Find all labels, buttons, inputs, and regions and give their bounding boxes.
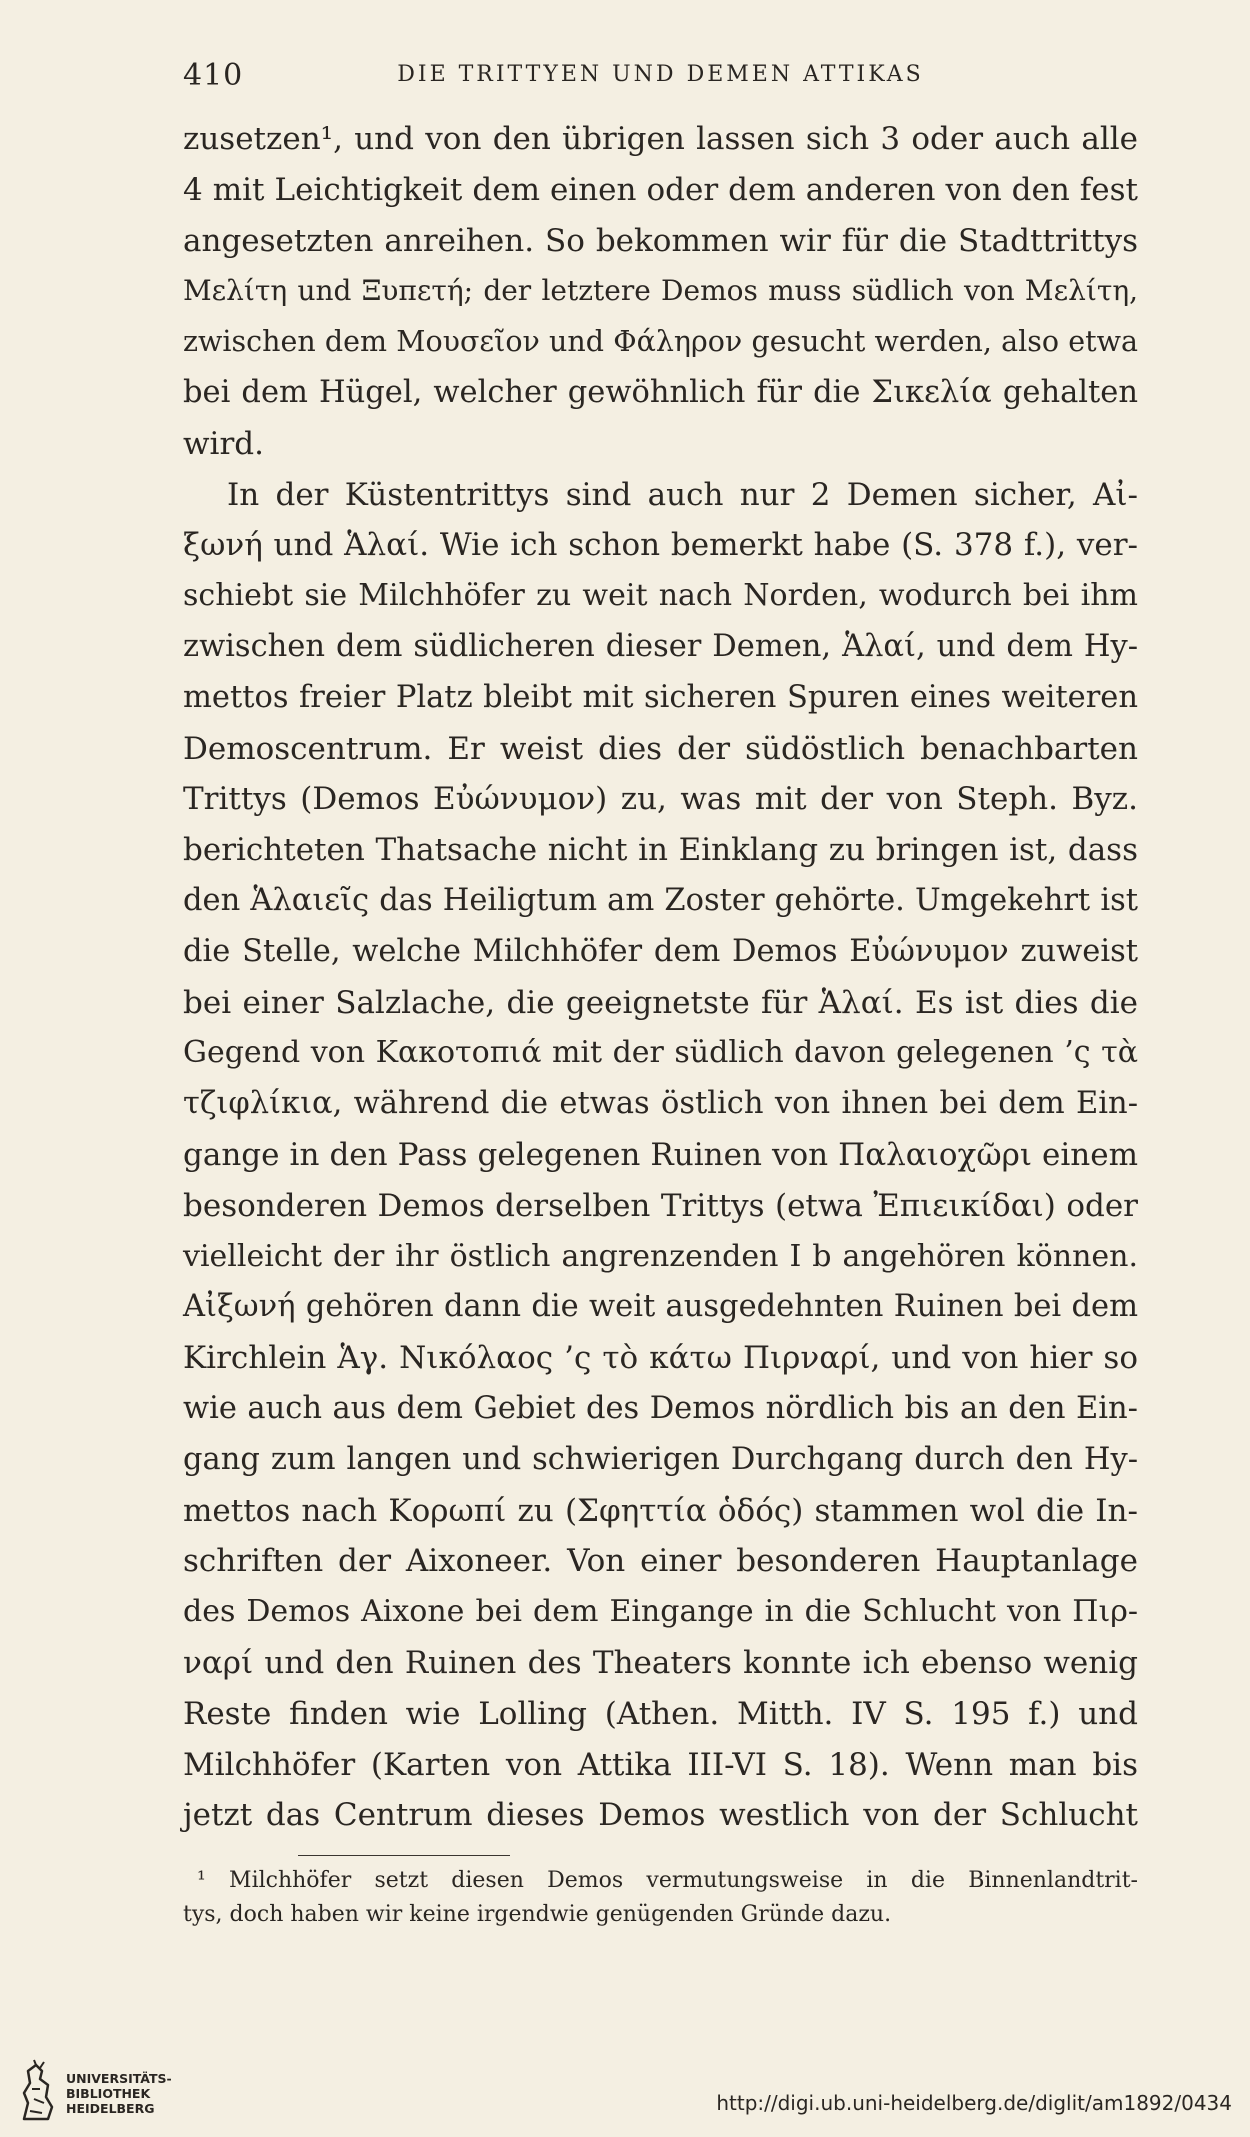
text-line: die Stelle, welche Milchhöfer dem Demos Εὐώνυμον zuweist [183,933,1138,969]
text-line: des Demos Aixone bei dem Eingange in die Schlucht von Πιρ- [183,1594,1138,1630]
page-footer [0,2055,1250,2137]
page-header [183,58,1138,98]
text-line: angesetzten anreihen. So bekommen wir für die Stadttrittys [183,222,1138,259]
text-line: wird. [183,425,264,462]
logo-text: UNIVERSITÄTS- BIBLIOTHEK HEIDELBERG [66,2071,172,2116]
footnotes [183,1864,1138,1932]
text-line: den Ἁλαιεῖς das Heiligtum am Zoster gehörte. Umgekehrt ist [183,882,1138,918]
text-line: vielleicht der ihr östlich angrenzenden I b angehören können. [183,1238,1138,1274]
footnote-divider [298,1855,510,1856]
text-line: zusetzen¹, und von den übrigen lassen sich 3 oder auch alle [183,121,1138,157]
text-line: bei dem Hügel, welcher gewöhnlich für die Σικελία gehalten [183,374,1138,410]
heidelberg-lion-icon [14,2059,60,2125]
text-line: schiebt sie Milchhöfer zu weit nach Norden, wodurch bei ihm [183,578,1138,614]
text-line: bei einer Salzlache, die geeignetste für Ἁλαί. Es ist dies die [183,984,1138,1021]
text-line: zwischen dem südlicheren dieser Demen, Ἁλαί, und dem Hy- [183,628,1138,664]
text-line: In der Küstentrittys sind auch nur 2 Demen sicher, Αἰ- [227,476,1138,513]
text-line: gange in den Pass gelegenen Ruinen von Παλαιοχῶρι einem [183,1136,1138,1173]
page-number: 410 [183,58,244,93]
footnote-line: ¹ Milchhöfer setzt diesen Demos vermutungsweise in die Binnenlandtrit- [197,1868,1138,1893]
text-line: Demoscentrum. Er weist dies der südöstlich benachbarten [183,730,1138,767]
library-logo [14,2059,174,2129]
source-url[interactable]: http://digi.ub.uni-heidelberg.de/diglit/am1892/0434 [716,2091,1232,2115]
text-line: wie auch aus dem Gebiet des Demos nördlich bis an den Ein- [183,1390,1138,1426]
text-line: τζιφλίκια, während die etwas östlich von ihnen bei dem Ein- [183,1086,1138,1122]
text-line: 4 mit Leichtigkeit dem einen oder dem anderen von den fest [183,171,1138,208]
text-line: besonderen Demos derselben Trittys (etwa Ἐπιεικίδαι) oder [183,1187,1138,1224]
text-line: Μελίτη und Ξυπετή; der letztere Demos muss südlich von Μελίτη, [183,274,1138,308]
text-line: Trittys (Demos Εὐώνυμον) zu, was mit der von Steph. Byz. [183,781,1138,818]
text-line: Reste finden wie Lolling (Athen. Mitth. IV S. 195 f.) und [183,1695,1138,1732]
text-line: Αἰξωνή gehören dann die weit ausgedehnten Ruinen bei dem [183,1289,1138,1325]
footnote-line: tys, doch haben wir keine irgendwie genügenden Gründe dazu. [183,1902,892,1927]
text-line: Kirchlein Ἁγ. Νικόλαος ’ς τὸ κάτω Πιρναρί, und von hier so [183,1340,1138,1377]
body-text [183,114,1138,1841]
text-line: ναρί und den Ruinen des Theaters konnte ich ebenso wenig [183,1644,1138,1681]
text-line: berichteten Thatsache nicht in Einklang zu bringen ist, dass [183,832,1138,869]
running-head: DIE TRITTYEN UND DEMEN ATTIKAS [397,62,924,87]
text-line: ξωνή und Ἁλαί. Wie ich schon bemerkt habe (S. 378 f.), ver- [183,527,1138,564]
text-line: Milchhöfer (Karten von Attika III-VI S. 18). Wenn man bis [183,1746,1138,1783]
text-line: jetzt das Centrum dieses Demos westlich von der Schlucht [183,1797,1138,1834]
text-line: schriften der Aixoneer. Von einer besonderen Hauptanlage [183,1543,1138,1580]
text-line: Gegend von Κακοτοπιά mit der südlich davon gelegenen ’ς τὰ [183,1035,1138,1071]
text-line: mettos nach Κορωπί zu (Σφηττία ὁδός) stammen wol die In- [183,1492,1138,1529]
text-line: gang zum langen und schwierigen Durchgang durch den Hy- [183,1441,1138,1477]
text-line: mettos freier Platz bleibt mit sicheren Spuren eines weiteren [183,679,1138,715]
text-line: zwischen dem Μουσεῖον und Φάληρον gesucht werden, also etwa [183,325,1138,359]
